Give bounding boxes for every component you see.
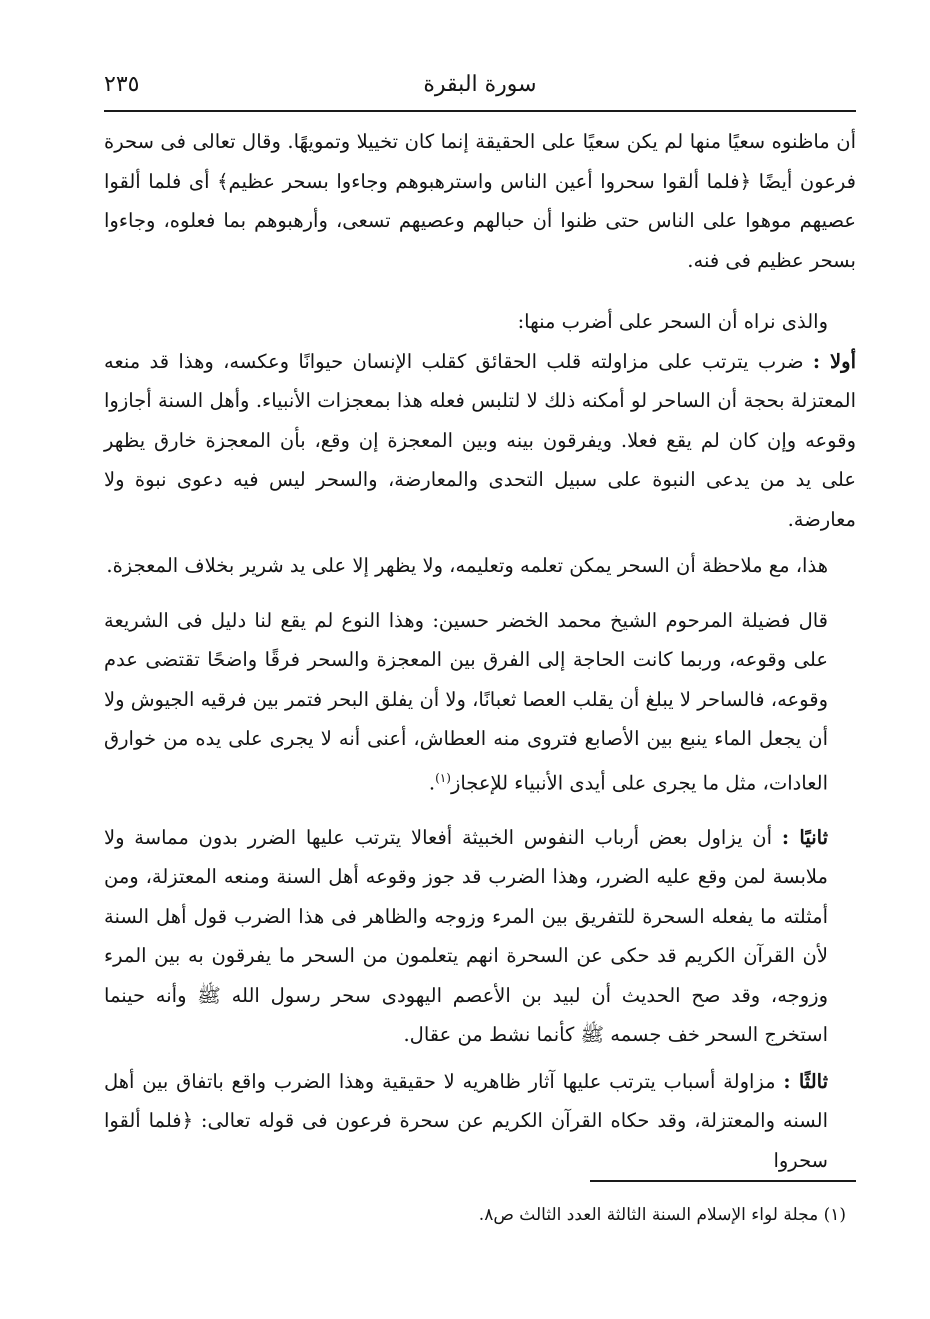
- paragraph-lead: ثانيًا :: [781, 825, 829, 849]
- paragraph-intro: [104, 122, 856, 280]
- surah-title: سورة البقرة: [423, 72, 537, 97]
- paragraph-types-intro: [104, 302, 856, 342]
- paragraph-lead: ثالثًا :: [783, 1069, 829, 1093]
- paragraph-text: قال فضيلة المرحوم الشيخ محمد الخضر حسين: وهذا النوع لم يقع لنا دليل فى الشريعة على وقوعه، وربما كانت الحاجة إلى الفرق بين المعجزة والسحر فرقًا واضحًا تقتضى عدم وقوعه، فالساحر لا يبلغ أن يقلب العصا ثعبانًا، ولا أن يفلق البحر فتمر بين فرقيه الجيوش ولا أن يجعل الماء ينبع بين الأصابع فتروى منه العطاش، أعنى أنه لا يجرى على يده من خوارق العادات، مثل ما يجرى على أيدى الأنبياء للإعجاز: [104, 608, 828, 794]
- paragraph-quote: [104, 601, 856, 803]
- paragraph-note: [104, 546, 856, 586]
- paragraph-text: مزاولة أسباب يترتب عليها آثار ظاهريه لا حقيقية وهذا الضرب واقع باتفاق بين أهل السنه والمعتزلة، وقد حكاه القرآن الكريم عن سحرة فرعون فى قوله تعالى: ﴿فلما ألقوا سحروا: [104, 1069, 828, 1172]
- page-number: ٢٣٥: [104, 72, 140, 97]
- header-divider: [104, 110, 856, 112]
- paragraph-text: أن يزاول بعض أرباب النفوس الخبيثة أفعالا يترتب عليها الضرر بدون مماسة ولا ملابسة لمن وقع عليه الضرر، وهذا الضرب قد جوز وقوعه أهل السنة ومنعه المعتزلة، ومن أمثلته ما يفعله السحرة للتفريق بين المرء وزوجه والظاهر فى هذا الضرب قول أهل السنة لأن القرآن الكريم قد حكى عن السحرة انهم يتعلمون من السحر ما يفرقون به بين المرء وزوجه، وقد صح الحديث أن لبيد بن الأعصم اليهودى سحر رسول الله ﷺ وأنه حينما استخرج السحر خف جسمه ﷺ كأنما نشط من عقال.: [104, 825, 828, 1046]
- paragraph-text: أن ماظنوه سعيًا منها لم يكن سعيًا على الحقيقة إنما كان تخييلا وتمويهًا. وقال تعالى فى سحرة فرعون أيضًا ﴿فلما ألقوا سحروا أعين الناس واسترهبوهم وجاءوا بسحر عظيم﴾ أى فلما ألقوا عصيهم موهوا على الناس حتى ظنوا أن حبالهم وعصيهم تسعى، وأرهبوهم بما فعلوه، وجاءوا بسحر عظيم فى فنه.: [104, 130, 856, 272]
- paragraph-text: والذى نراه أن السحر على أضرب منها:: [517, 310, 828, 333]
- footnote-reference[interactable]: (١): [435, 770, 451, 785]
- paragraph-tail: .: [428, 771, 436, 794]
- paragraph-second-type: [104, 818, 856, 1055]
- paragraph-first-type: [104, 342, 856, 540]
- footnote: (١) مجلة لواء الإسلام السنة الثالثة العدد الثالث ص٨.: [478, 1205, 846, 1225]
- paragraph-text: هذا، مع ملاحظة أن السحر يمكن تعلمه وتعليمه، ولا يظهر إلا على يد شرير بخلاف المعجزة.: [106, 554, 828, 577]
- body-text: [104, 122, 856, 1180]
- paragraph-text: ضرب يترتب على مزاولته قلب الحقائق كقلب الإنسان حيوانًا وعكسه، وهذا قد منعه المعتزلة بحجة أن الساحر لو أمكنه ذلك لا لتلبس فعله هذا بمعجزات الأنبياء. وأهل السنة أجازوا وقوعه وإن كان لم يقع فعلا. ويفرقون بينه وبين المعجزة إن وقع، بأن المعجزة خارق يظهر على يد من يدعى النبوة على سبيل التحدى والمعارضة، والسحر ليس فيه دعوى نبوة ولا معارضة.: [104, 349, 856, 531]
- paragraph-third-type: [104, 1062, 856, 1181]
- footnote-divider: [590, 1180, 856, 1182]
- paragraph-lead: أولا :: [812, 349, 856, 373]
- page-header: [104, 72, 856, 106]
